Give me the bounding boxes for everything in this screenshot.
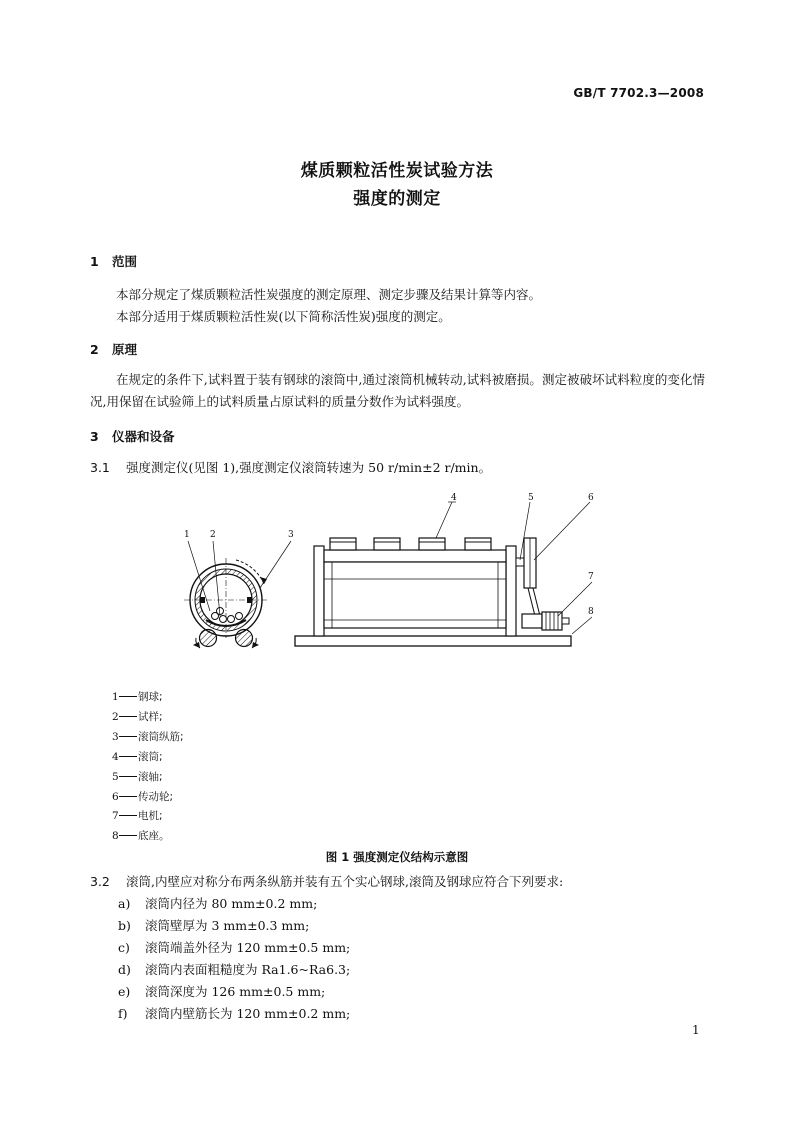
callout-2: 2 bbox=[210, 530, 216, 540]
callout-1: 1 bbox=[184, 530, 190, 540]
subsection-number: 3.2 bbox=[90, 874, 110, 889]
section-number: 2 bbox=[90, 342, 99, 357]
section-1-heading bbox=[90, 252, 137, 270]
legend-item: 5 滚轴; bbox=[112, 771, 163, 783]
subsection-number: 3.1 bbox=[90, 460, 110, 475]
legend-item: 3 滚筒纵筋; bbox=[112, 731, 184, 743]
section-title: 仪器和设备 bbox=[112, 429, 175, 444]
legend-item: 7 电机; bbox=[112, 810, 163, 822]
section-number: 1 bbox=[90, 254, 99, 269]
callout-3: 3 bbox=[288, 530, 294, 540]
paragraph: 本部分适用于煤质颗粒活性炭(以下简称活性炭)强度的测定。 bbox=[116, 309, 451, 324]
list-item: e) 滚筒深度为 126 mm±0.5 mm; bbox=[118, 984, 326, 999]
legend-item: 6 传动轮; bbox=[112, 791, 174, 803]
callout-6: 6 bbox=[588, 493, 594, 503]
standard-number: GB/T 7702.3—2008 bbox=[573, 86, 704, 100]
legend-item: 4 滚筒; bbox=[112, 751, 163, 763]
callout-7: 7 bbox=[588, 572, 594, 582]
legend-item: 1 钢球; bbox=[112, 691, 163, 703]
subsection-3-2 bbox=[90, 872, 563, 890]
list-item: d) 滚筒内表面粗糙度为 Ra1.6~Ra6.3; bbox=[118, 962, 351, 977]
section-3-heading bbox=[90, 427, 175, 445]
callout-5: 5 bbox=[528, 493, 534, 503]
list-item: a) 滚筒内径为 80 mm±0.2 mm; bbox=[118, 896, 318, 911]
paragraph: 在规定的条件下,试料置于装有钢球的滚筒中,通过滚筒机械转动,试料被磨损。测定被破坏试料粒度的变化情况,用保留在试验筛上的试料质量占原试料的质量分数作为试料强度。 bbox=[90, 372, 705, 409]
drum-cross-section bbox=[184, 530, 294, 648]
section-number: 3 bbox=[90, 429, 99, 444]
list-item: f) 滚筒内壁筋长为 120 mm±0.2 mm; bbox=[118, 1006, 351, 1021]
section-title: 范围 bbox=[112, 254, 138, 269]
list-item: b) 滚筒壁厚为 3 mm±0.3 mm; bbox=[118, 918, 310, 933]
document-subtitle: 强度的测定 bbox=[353, 189, 441, 209]
page-number: 1 bbox=[692, 1023, 700, 1037]
list-item: c) 滚筒端盖外径为 120 mm±0.5 mm; bbox=[118, 940, 351, 955]
machine-side-view bbox=[295, 493, 594, 646]
subsection-text: 滚筒,内壁应对称分布两条纵筋并装有五个实心钢球,滚筒及钢球应符合下列要求: bbox=[126, 874, 564, 889]
callout-4: 4 bbox=[451, 493, 457, 503]
paragraph: 本部分规定了煤质颗粒活性炭强度的测定原理、测定步骤及结果计算等内容。 bbox=[116, 287, 542, 302]
section-2-heading bbox=[90, 340, 137, 358]
subsection-3-1 bbox=[90, 458, 491, 476]
document-title: 煤质颗粒活性炭试验方法 bbox=[300, 161, 494, 181]
callout-8: 8 bbox=[588, 607, 594, 617]
figure-1-drawing bbox=[160, 488, 620, 658]
subsection-text: 强度测定仪(见图 1),强度测定仪滚筒转速为 50 r/min±2 r/min。 bbox=[126, 460, 492, 475]
figure-caption: 图 1 强度测定仪结构示意图 bbox=[325, 850, 469, 864]
section-title: 原理 bbox=[112, 342, 138, 357]
legend-item: 2 试样; bbox=[112, 711, 163, 723]
legend-item: 8 底座。 bbox=[112, 830, 170, 842]
